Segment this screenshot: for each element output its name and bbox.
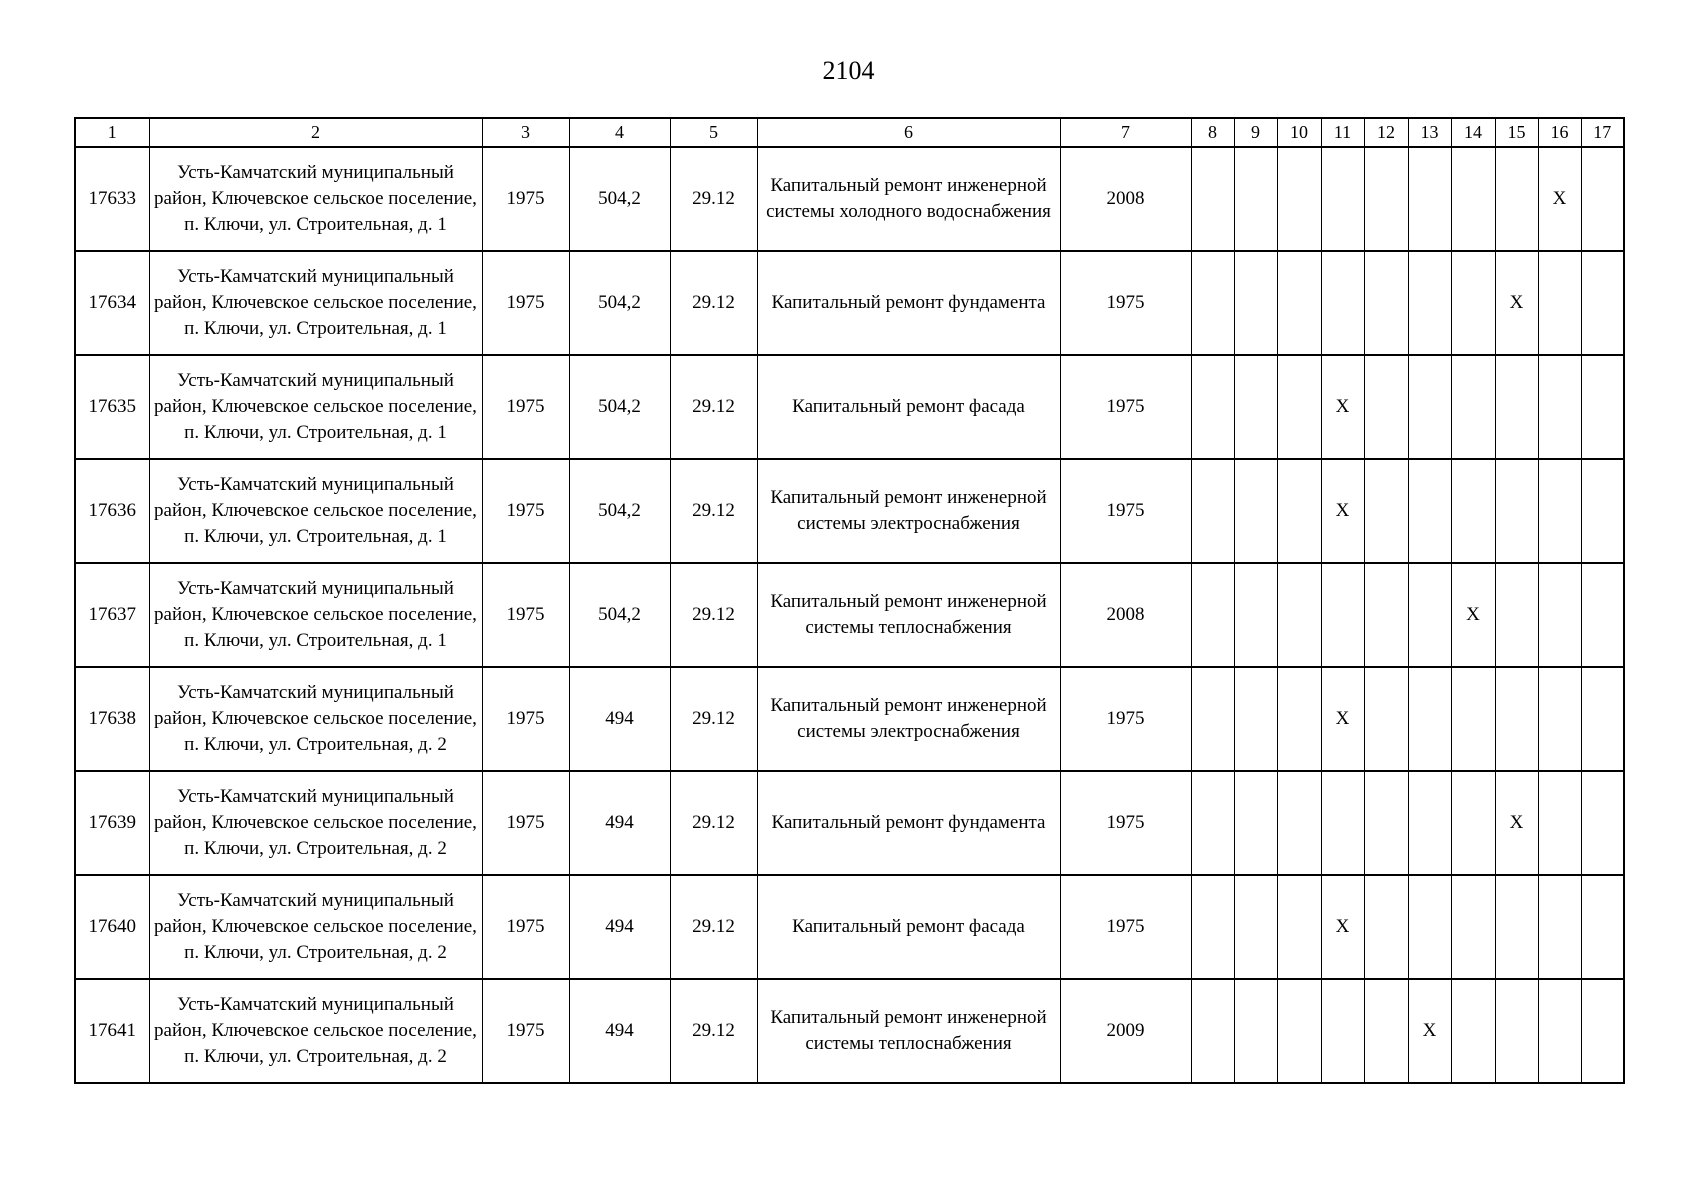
mark-cell: [1495, 667, 1538, 771]
date-cell: 29.12: [670, 563, 757, 667]
area-cell: 494: [569, 667, 670, 771]
record-id-cell: 17641: [75, 979, 149, 1083]
mark-cell: [1364, 251, 1408, 355]
mark-cell: [1495, 459, 1538, 563]
mark-cell: [1364, 667, 1408, 771]
mark-cell: [1538, 251, 1581, 355]
build-year-cell: 1975: [482, 771, 569, 875]
mark-cell: [1451, 251, 1495, 355]
build-year-cell: 1975: [482, 563, 569, 667]
work-type-cell: Капитальный ремонт фундамента: [757, 251, 1060, 355]
year-cell: 1975: [1060, 251, 1191, 355]
mark-cell: X: [1451, 563, 1495, 667]
area-cell: 504,2: [569, 355, 670, 459]
column-header: 3: [482, 118, 569, 147]
mark-cell: X: [1495, 771, 1538, 875]
area-cell: 504,2: [569, 459, 670, 563]
mark-cell: [1581, 875, 1624, 979]
mark-cell: [1234, 667, 1277, 771]
mark-cell: [1495, 563, 1538, 667]
mark-cell: [1538, 459, 1581, 563]
date-cell: 29.12: [670, 875, 757, 979]
mark-cell: [1234, 459, 1277, 563]
record-id-cell: 17639: [75, 771, 149, 875]
area-cell: 494: [569, 979, 670, 1083]
mark-cell: [1538, 667, 1581, 771]
date-cell: 29.12: [670, 251, 757, 355]
area-cell: 494: [569, 771, 670, 875]
mark-cell: [1581, 459, 1624, 563]
column-header: 16: [1538, 118, 1581, 147]
header-row: [75, 118, 1624, 147]
mark-cell: [1191, 875, 1234, 979]
table-row: [75, 459, 1624, 563]
address-cell: Усть-Камчатский муниципальный район, Ключевское сельское поселение, п. Ключи, ул. Строительная, д. 2: [149, 667, 482, 771]
mark-cell: [1408, 147, 1451, 251]
table-row: [75, 147, 1624, 251]
column-header: 5: [670, 118, 757, 147]
mark-cell: [1451, 667, 1495, 771]
build-year-cell: 1975: [482, 979, 569, 1083]
mark-cell: [1191, 147, 1234, 251]
build-year-cell: 1975: [482, 355, 569, 459]
build-year-cell: 1975: [482, 251, 569, 355]
mark-cell: [1495, 979, 1538, 1083]
mark-cell: [1321, 563, 1364, 667]
record-id-cell: 17638: [75, 667, 149, 771]
mark-cell: X: [1321, 667, 1364, 771]
column-header: 17: [1581, 118, 1624, 147]
column-header: 15: [1495, 118, 1538, 147]
column-header: 14: [1451, 118, 1495, 147]
address-cell: Усть-Камчатский муниципальный район, Ключевское сельское поселение, п. Ключи, ул. Строительная, д. 2: [149, 875, 482, 979]
mark-cell: [1234, 355, 1277, 459]
column-header: 9: [1234, 118, 1277, 147]
column-header: 10: [1277, 118, 1321, 147]
mark-cell: [1538, 355, 1581, 459]
work-type-cell: Капитальный ремонт инженерной системы теплоснабжения: [757, 563, 1060, 667]
build-year-cell: 1975: [482, 667, 569, 771]
work-type-cell: Капитальный ремонт фасада: [757, 875, 1060, 979]
work-type-cell: Капитальный ремонт инженерной системы электроснабжения: [757, 667, 1060, 771]
address-cell: Усть-Камчатский муниципальный район, Ключевское сельское поселение, п. Ключи, ул. Строительная, д. 1: [149, 563, 482, 667]
mark-cell: [1451, 147, 1495, 251]
table-row: [75, 563, 1624, 667]
mark-cell: [1277, 979, 1321, 1083]
mark-cell: [1495, 875, 1538, 979]
mark-cell: [1538, 563, 1581, 667]
mark-cell: [1408, 251, 1451, 355]
mark-cell: X: [1495, 251, 1538, 355]
mark-cell: [1451, 875, 1495, 979]
column-header: 13: [1408, 118, 1451, 147]
mark-cell: [1191, 459, 1234, 563]
mark-cell: [1234, 979, 1277, 1083]
mark-cell: X: [1538, 147, 1581, 251]
build-year-cell: 1975: [482, 147, 569, 251]
column-header: 12: [1364, 118, 1408, 147]
column-header: 7: [1060, 118, 1191, 147]
column-header: 11: [1321, 118, 1364, 147]
register-table: [74, 117, 1625, 1084]
mark-cell: [1408, 771, 1451, 875]
mark-cell: [1277, 459, 1321, 563]
mark-cell: [1191, 563, 1234, 667]
area-cell: 504,2: [569, 251, 670, 355]
area-cell: 494: [569, 875, 670, 979]
mark-cell: [1495, 355, 1538, 459]
mark-cell: [1364, 355, 1408, 459]
mark-cell: [1321, 771, 1364, 875]
area-cell: 504,2: [569, 563, 670, 667]
mark-cell: [1277, 147, 1321, 251]
mark-cell: [1451, 979, 1495, 1083]
address-cell: Усть-Камчатский муниципальный район, Ключевское сельское поселение, п. Ключи, ул. Строительная, д. 1: [149, 147, 482, 251]
mark-cell: X: [1321, 459, 1364, 563]
column-header: 6: [757, 118, 1060, 147]
mark-cell: [1538, 979, 1581, 1083]
date-cell: 29.12: [670, 771, 757, 875]
mark-cell: [1364, 979, 1408, 1083]
record-id-cell: 17634: [75, 251, 149, 355]
mark-cell: [1408, 563, 1451, 667]
column-header: 8: [1191, 118, 1234, 147]
mark-cell: [1191, 979, 1234, 1083]
mark-cell: [1538, 771, 1581, 875]
year-cell: 1975: [1060, 771, 1191, 875]
work-type-cell: Капитальный ремонт инженерной системы электроснабжения: [757, 459, 1060, 563]
mark-cell: [1364, 459, 1408, 563]
mark-cell: X: [1321, 355, 1364, 459]
year-cell: 1975: [1060, 875, 1191, 979]
table-row: [75, 251, 1624, 355]
mark-cell: [1364, 771, 1408, 875]
mark-cell: [1451, 459, 1495, 563]
mark-cell: [1277, 563, 1321, 667]
mark-cell: X: [1408, 979, 1451, 1083]
mark-cell: [1277, 355, 1321, 459]
year-cell: 1975: [1060, 459, 1191, 563]
table-row: [75, 667, 1624, 771]
mark-cell: [1581, 147, 1624, 251]
mark-cell: [1234, 875, 1277, 979]
mark-cell: [1277, 251, 1321, 355]
record-id-cell: 17635: [75, 355, 149, 459]
page-number: 2104: [822, 56, 875, 85]
record-id-cell: 17633: [75, 147, 149, 251]
mark-cell: [1581, 771, 1624, 875]
mark-cell: X: [1321, 875, 1364, 979]
date-cell: 29.12: [670, 147, 757, 251]
table-row: [75, 979, 1624, 1083]
mark-cell: [1234, 251, 1277, 355]
mark-cell: [1581, 355, 1624, 459]
address-cell: Усть-Камчатский муниципальный район, Ключевское сельское поселение, п. Ключи, ул. Строительная, д. 2: [149, 979, 482, 1083]
mark-cell: [1408, 355, 1451, 459]
work-type-cell: Капитальный ремонт фасада: [757, 355, 1060, 459]
work-type-cell: Капитальный ремонт фундамента: [757, 771, 1060, 875]
mark-cell: [1364, 147, 1408, 251]
mark-cell: [1408, 875, 1451, 979]
table-row: [75, 875, 1624, 979]
mark-cell: [1234, 563, 1277, 667]
year-cell: 1975: [1060, 355, 1191, 459]
table-row: [75, 355, 1624, 459]
mark-cell: [1495, 147, 1538, 251]
build-year-cell: 1975: [482, 459, 569, 563]
build-year-cell: 1975: [482, 875, 569, 979]
address-cell: Усть-Камчатский муниципальный район, Ключевское сельское поселение, п. Ключи, ул. Строительная, д. 1: [149, 355, 482, 459]
work-type-cell: Капитальный ремонт инженерной системы теплоснабжения: [757, 979, 1060, 1083]
mark-cell: [1191, 667, 1234, 771]
year-cell: 1975: [1060, 667, 1191, 771]
record-id-cell: 17636: [75, 459, 149, 563]
mark-cell: [1581, 979, 1624, 1083]
mark-cell: [1364, 563, 1408, 667]
mark-cell: [1234, 771, 1277, 875]
mark-cell: [1191, 355, 1234, 459]
column-header: 1: [75, 118, 149, 147]
mark-cell: [1538, 875, 1581, 979]
date-cell: 29.12: [670, 979, 757, 1083]
mark-cell: [1581, 563, 1624, 667]
address-cell: Усть-Камчатский муниципальный район, Ключевское сельское поселение, п. Ключи, ул. Строительная, д. 1: [149, 459, 482, 563]
mark-cell: [1321, 251, 1364, 355]
mark-cell: [1277, 771, 1321, 875]
record-id-cell: 17640: [75, 875, 149, 979]
address-cell: Усть-Камчатский муниципальный район, Ключевское сельское поселение, п. Ключи, ул. Строительная, д. 1: [149, 251, 482, 355]
mark-cell: [1277, 667, 1321, 771]
mark-cell: [1408, 667, 1451, 771]
table-body: [75, 147, 1624, 1083]
mark-cell: [1277, 875, 1321, 979]
work-type-cell: Капитальный ремонт инженерной системы холодного водоснабжения: [757, 147, 1060, 251]
mark-cell: [1581, 667, 1624, 771]
column-header: 4: [569, 118, 670, 147]
column-header: 2: [149, 118, 482, 147]
mark-cell: [1451, 771, 1495, 875]
mark-cell: [1321, 979, 1364, 1083]
mark-cell: [1364, 875, 1408, 979]
date-cell: 29.12: [670, 459, 757, 563]
area-cell: 504,2: [569, 147, 670, 251]
mark-cell: [1451, 355, 1495, 459]
mark-cell: [1581, 251, 1624, 355]
mark-cell: [1321, 147, 1364, 251]
date-cell: 29.12: [670, 667, 757, 771]
mark-cell: [1234, 147, 1277, 251]
date-cell: 29.12: [670, 355, 757, 459]
address-cell: Усть-Камчатский муниципальный район, Ключевское сельское поселение, п. Ключи, ул. Строительная, д. 2: [149, 771, 482, 875]
year-cell: 2009: [1060, 979, 1191, 1083]
year-cell: 2008: [1060, 147, 1191, 251]
record-id-cell: 17637: [75, 563, 149, 667]
table-row: [75, 771, 1624, 875]
mark-cell: [1191, 251, 1234, 355]
year-cell: 2008: [1060, 563, 1191, 667]
mark-cell: [1191, 771, 1234, 875]
mark-cell: [1408, 459, 1451, 563]
